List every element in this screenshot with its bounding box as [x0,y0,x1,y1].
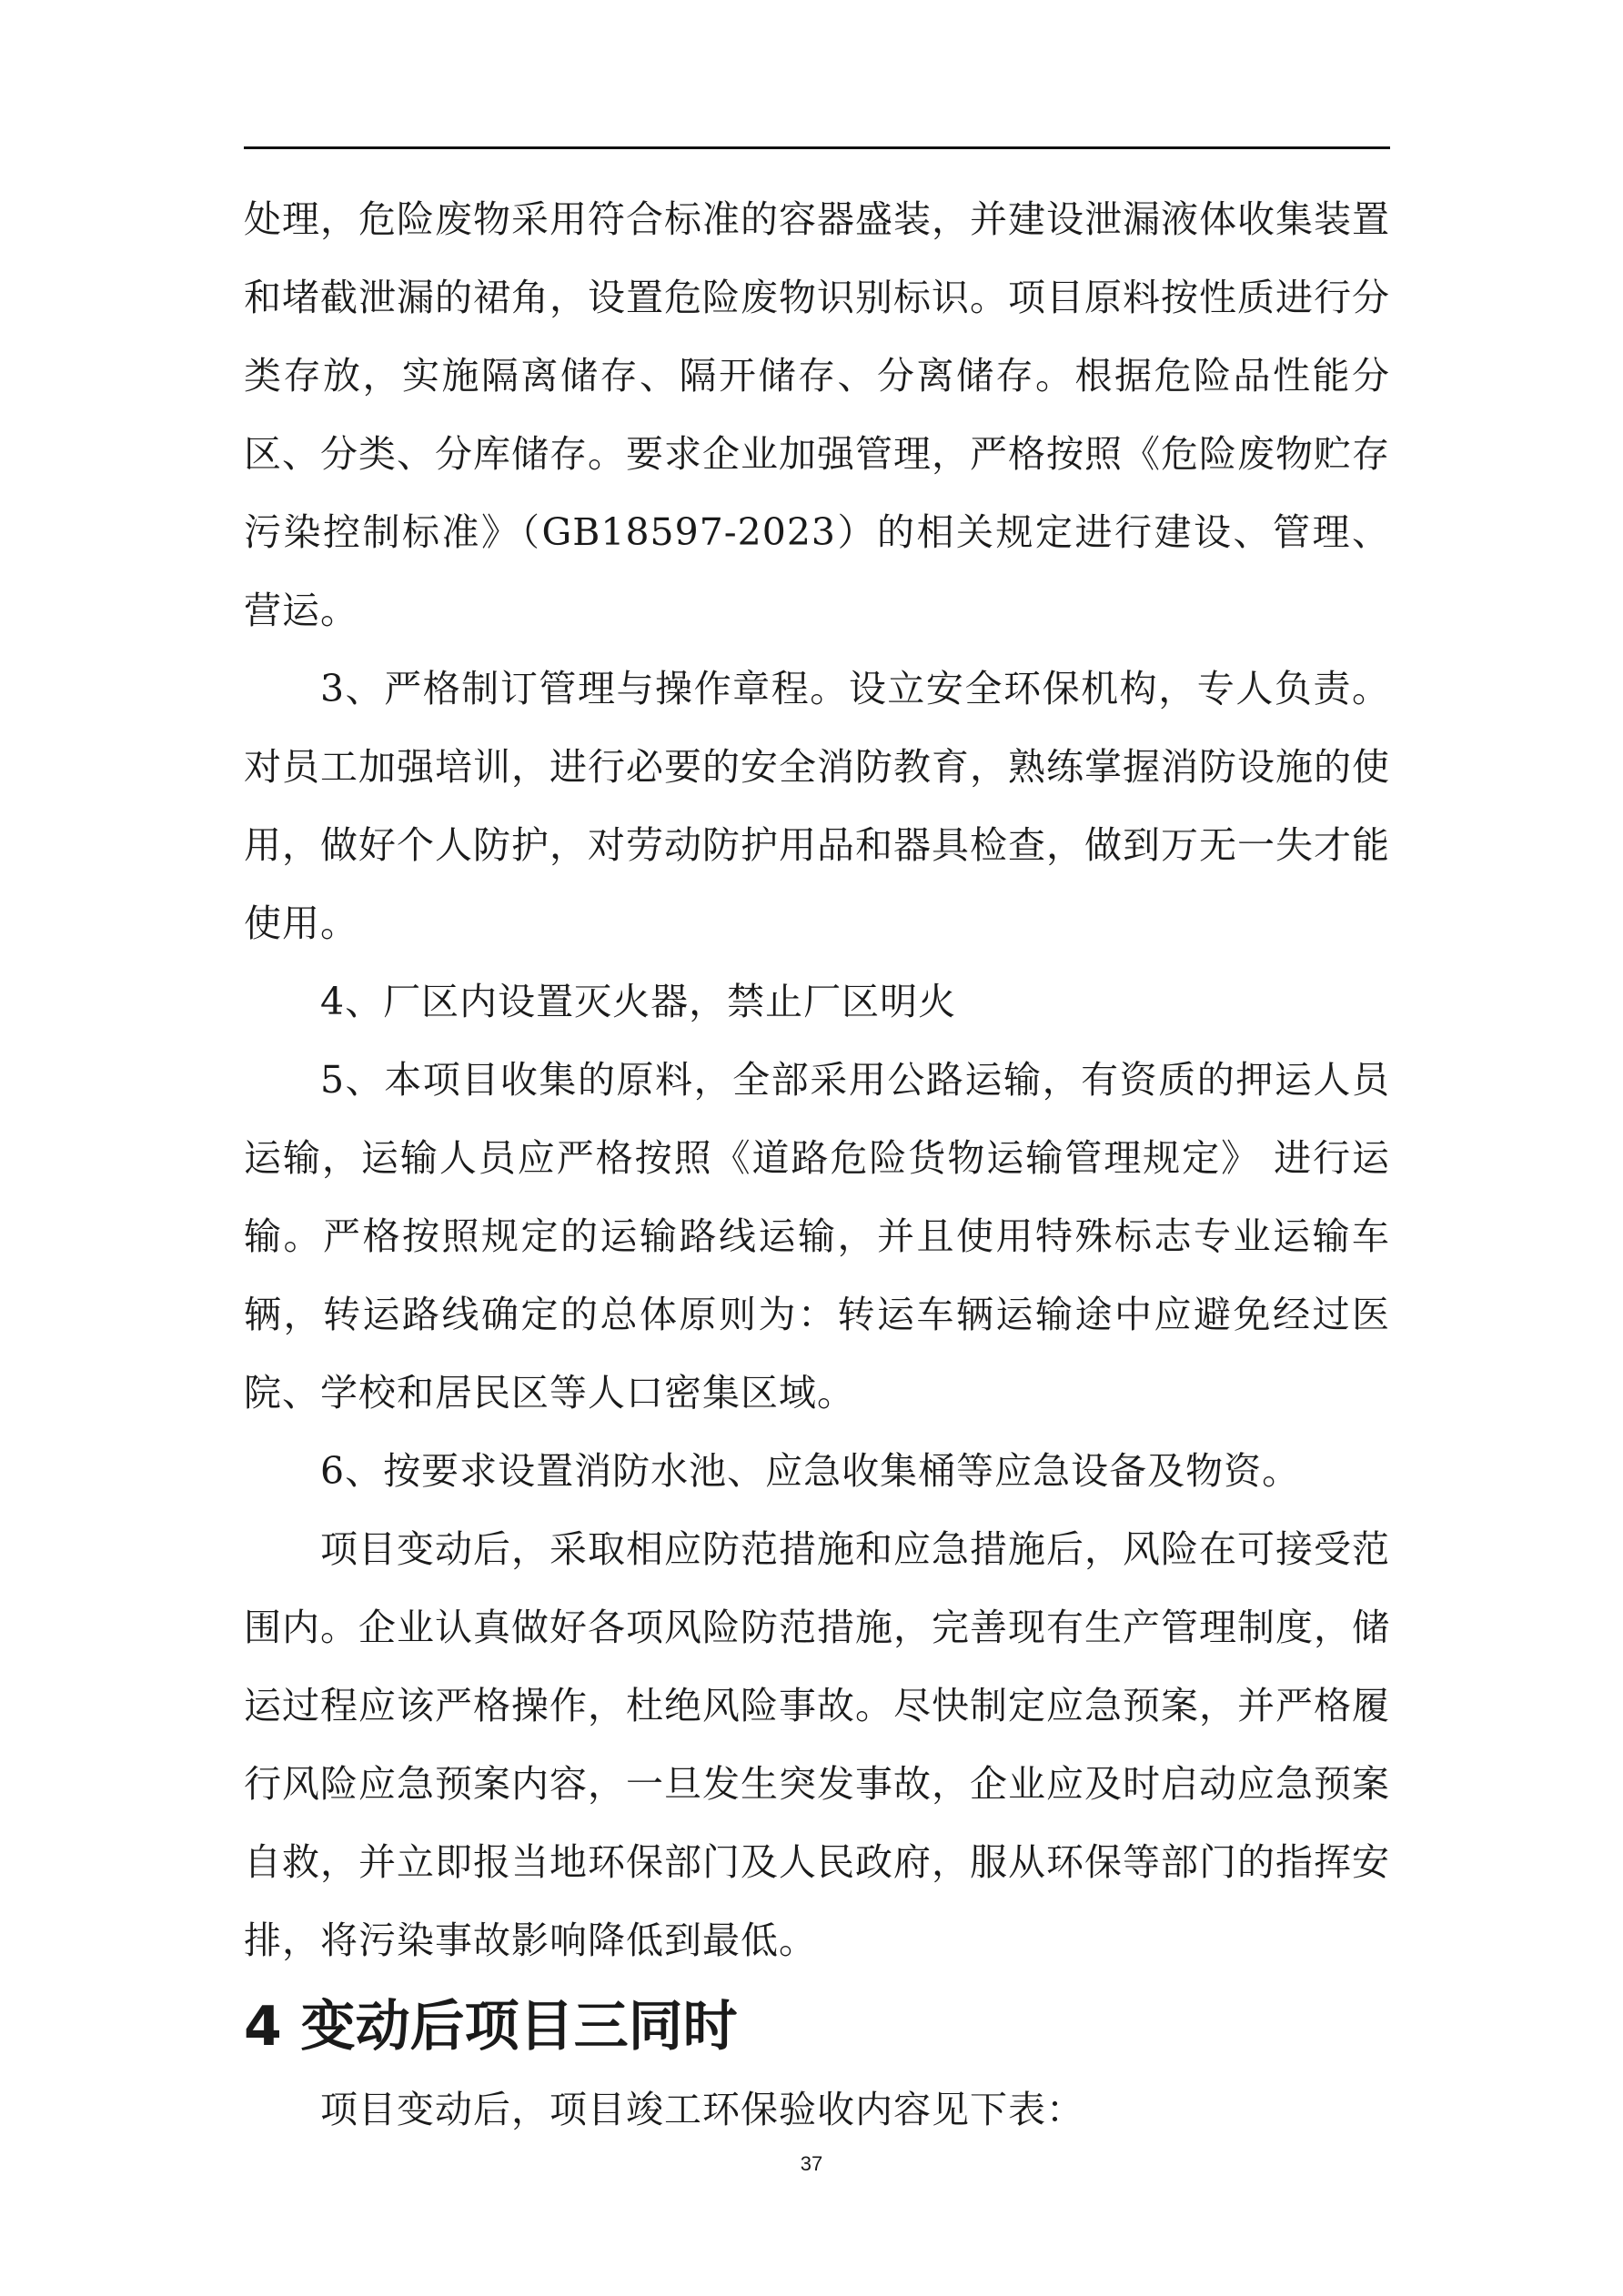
paragraph-item-3: 3、严格制订管理与操作章程。设立安全环保机构，专人负责。对员工加强培训，进行必要的安全消防教育，熟练掌握消防设施的使用，做好个人防护，对劳动防护用品和器具检查，做到万无一失才能使用。 [244,667,1390,945]
page-number: 37 [800,2152,823,2175]
paragraph-item-4: 4、厂区内设置灭火器，禁止厂区明火 [320,980,957,1023]
paragraph-item-6: 6、按要求设置消防水池、应急收集桶等应急设备及物资。 [320,1449,1301,1493]
paragraph-item-5: 5、本项目收集的原料，全部采用公路运输，有资质的押运人员运输，运输人员应严格按照《道路危险货物运输管理规定》 进行运输。严格按照规定的运输路线运输，并且使用特殊标志专业运输车辆，转运路线确定的总体原则为：转运车辆运输途中应避免经过医院、学校和居民区等人口密集区域。 [244,1058,1390,1415]
paragraph-storage: 处理，危险废物采用符合标准的容器盛装，并建设泄漏液体收集装置和堵截泄漏的裙角，设置危险废物识别标识。项目原料按性质进行分类存放，实施隔离储存、隔开储存、分离储存。根据危险品性能分区、分类、分库储存。要求企业加强管理，严格按照《危险废物贮存污染控制标准》（GB18597-2023）的相关规定进行建设、管理、营运。 [244,197,1390,632]
paragraph-summary: 项目变动后，采取相应防范措施和应急措施后，风险在可接受范围内。企业认真做好各项风险防范措施，完善现有生产管理制度，储运过程应该严格操作，杜绝风险事故。尽快制定应急预案，并严格履行风险应急预案内容，一旦发生突发事故，企业应及时启动应急预案自救，并立即报当地环保部门及人民政府，服从环保等部门的指挥安排，将污染事故影响降低到最低。 [244,1527,1390,1962]
body-text [244,180,1390,2149]
section-intro: 项目变动后，项目竣工环保验收内容见下表： [320,2088,1084,2131]
section-heading: 4 变动后项目三同时 [244,1995,738,2059]
header-rule [244,146,1390,149]
